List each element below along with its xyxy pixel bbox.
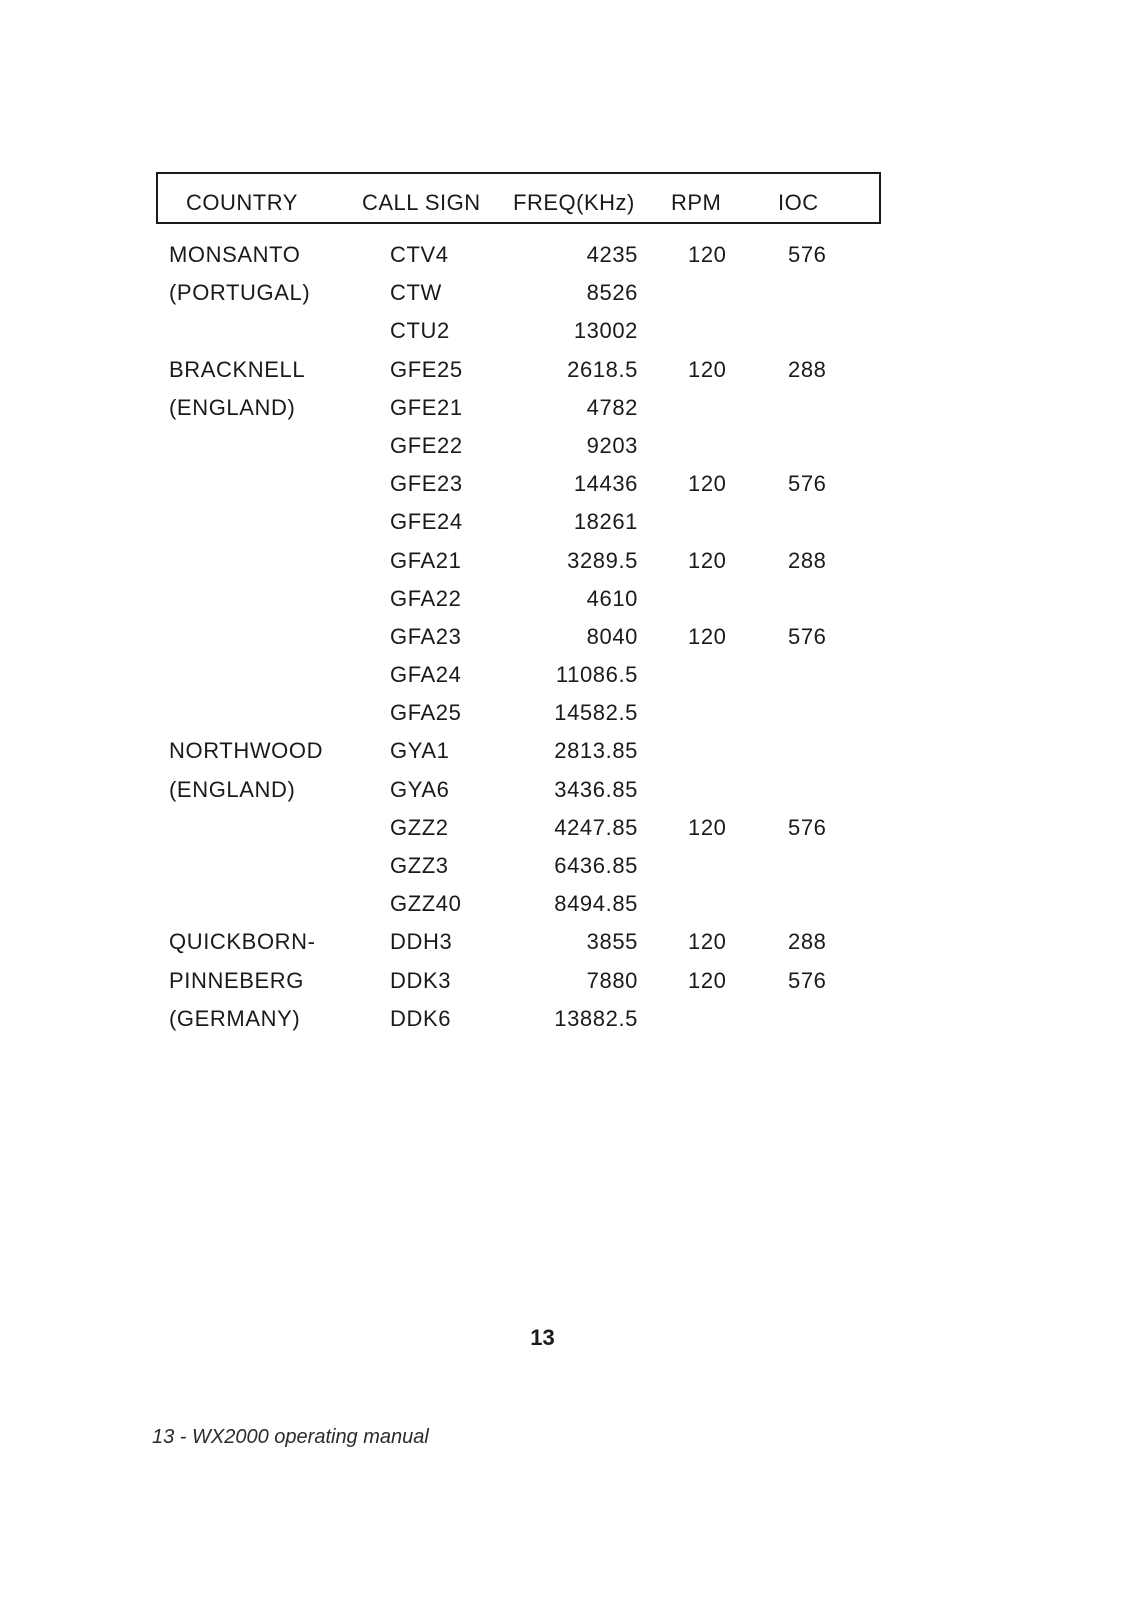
cell-country: (ENGLAND) — [169, 776, 296, 802]
table-row — [0, 885, 1130, 923]
cell-call-sign: GFA25 — [390, 700, 462, 726]
cell-call-sign: GZZ40 — [390, 891, 462, 917]
cell-country: NORTHWOOD — [169, 738, 324, 764]
table-row — [0, 656, 1130, 694]
table-row — [0, 771, 1130, 809]
cell-call-sign: GFE25 — [390, 356, 463, 382]
cell-call-sign: DDH3 — [390, 929, 453, 955]
table-row — [0, 542, 1130, 580]
table-row — [0, 427, 1130, 465]
table-row — [0, 465, 1130, 503]
cell-frequency: 4782 — [586, 394, 638, 420]
cell-call-sign: DDK3 — [390, 967, 452, 993]
cell-call-sign: GFE24 — [390, 509, 463, 535]
cell-ioc: 288 — [788, 356, 827, 382]
table-row — [0, 732, 1130, 770]
cell-ioc: 576 — [788, 471, 827, 497]
cell-frequency: 6436.85 — [554, 853, 638, 878]
cell-frequency: 18261 — [573, 509, 638, 535]
table-row — [0, 389, 1130, 427]
cell-rpm: 120 — [688, 356, 727, 382]
cell-call-sign: GZZ3 — [390, 853, 449, 878]
station-table-body — [0, 236, 1130, 1038]
cell-frequency: 4247.85 — [554, 814, 638, 840]
cell-country: (PORTUGAL) — [169, 280, 311, 306]
cell-rpm: 120 — [688, 471, 727, 497]
cell-ioc: 576 — [788, 967, 827, 993]
cell-call-sign: CTW — [390, 280, 442, 306]
cell-call-sign: CTV4 — [390, 242, 449, 267]
cell-frequency: 8494.85 — [554, 891, 638, 917]
table-row — [0, 847, 1130, 885]
cell-call-sign: GFA23 — [390, 623, 462, 649]
table-row — [0, 694, 1130, 732]
cell-call-sign: GYA1 — [390, 738, 450, 764]
cell-frequency: 9203 — [586, 432, 638, 458]
cell-frequency: 8040 — [586, 623, 638, 649]
cell-frequency: 14582.5 — [554, 700, 638, 726]
cell-rpm: 120 — [688, 929, 727, 955]
header-call-sign: CALL SIGN — [362, 190, 481, 215]
table-row — [0, 312, 1130, 350]
cell-country: BRACKNELL — [169, 356, 306, 382]
cell-call-sign: GFE23 — [390, 471, 463, 497]
table-row — [0, 1000, 1130, 1038]
header-rpm: RPM — [671, 190, 722, 215]
cell-frequency: 3855 — [586, 929, 638, 955]
cell-frequency: 8526 — [586, 280, 638, 306]
cell-call-sign: DDK6 — [390, 1005, 452, 1031]
cell-frequency: 11086.5 — [555, 662, 638, 688]
footer-caption: 13 - WX2000 operating manual — [152, 1426, 429, 1448]
page-number: 13 — [530, 1325, 555, 1350]
header-freq: FREQ(KHz) — [513, 190, 635, 215]
table-row — [0, 351, 1130, 389]
cell-ioc: 288 — [788, 929, 827, 955]
cell-call-sign: GYA6 — [390, 776, 450, 802]
table-row — [0, 274, 1130, 312]
header-ioc: IOC — [778, 190, 819, 215]
cell-frequency: 4235 — [586, 242, 638, 267]
table-row — [0, 618, 1130, 656]
cell-call-sign: CTU2 — [390, 318, 450, 344]
cell-ioc: 576 — [788, 814, 827, 840]
cell-call-sign: GFA21 — [390, 547, 462, 573]
cell-country: MONSANTO — [169, 242, 301, 267]
cell-country: (GERMANY) — [169, 1005, 301, 1031]
cell-frequency: 13882.5 — [554, 1005, 638, 1031]
cell-call-sign: GZZ2 — [390, 814, 449, 840]
cell-country: (ENGLAND) — [169, 394, 296, 420]
cell-rpm: 120 — [688, 547, 727, 573]
cell-call-sign: GFE21 — [390, 394, 463, 420]
cell-frequency: 14436 — [573, 471, 638, 497]
table-row — [0, 809, 1130, 847]
cell-frequency: 4610 — [586, 585, 638, 611]
table-row — [0, 503, 1130, 541]
cell-rpm: 120 — [688, 623, 727, 649]
cell-call-sign: GFA24 — [390, 662, 462, 688]
cell-ioc: 288 — [788, 547, 827, 573]
cell-rpm: 120 — [688, 814, 727, 840]
cell-frequency: 2813.85 — [554, 738, 638, 764]
table-row — [0, 923, 1130, 961]
cell-frequency: 3289.5 — [567, 547, 638, 573]
header-country: COUNTRY — [186, 190, 298, 215]
cell-country: PINNEBERG — [169, 967, 304, 993]
cell-rpm: 120 — [688, 967, 727, 993]
cell-call-sign: GFA22 — [390, 585, 462, 611]
cell-country: QUICKBORN- — [169, 929, 316, 955]
table-row — [0, 580, 1130, 618]
cell-frequency: 2618.5 — [567, 356, 638, 382]
table-row — [0, 962, 1130, 1000]
cell-ioc: 576 — [788, 242, 827, 267]
table-row — [0, 236, 1130, 274]
cell-ioc: 576 — [788, 623, 827, 649]
cell-frequency: 3436.85 — [554, 776, 638, 802]
cell-frequency: 7880 — [586, 967, 638, 993]
cell-frequency: 13002 — [573, 318, 638, 344]
cell-call-sign: GFE22 — [390, 432, 463, 458]
cell-rpm: 120 — [688, 242, 727, 267]
